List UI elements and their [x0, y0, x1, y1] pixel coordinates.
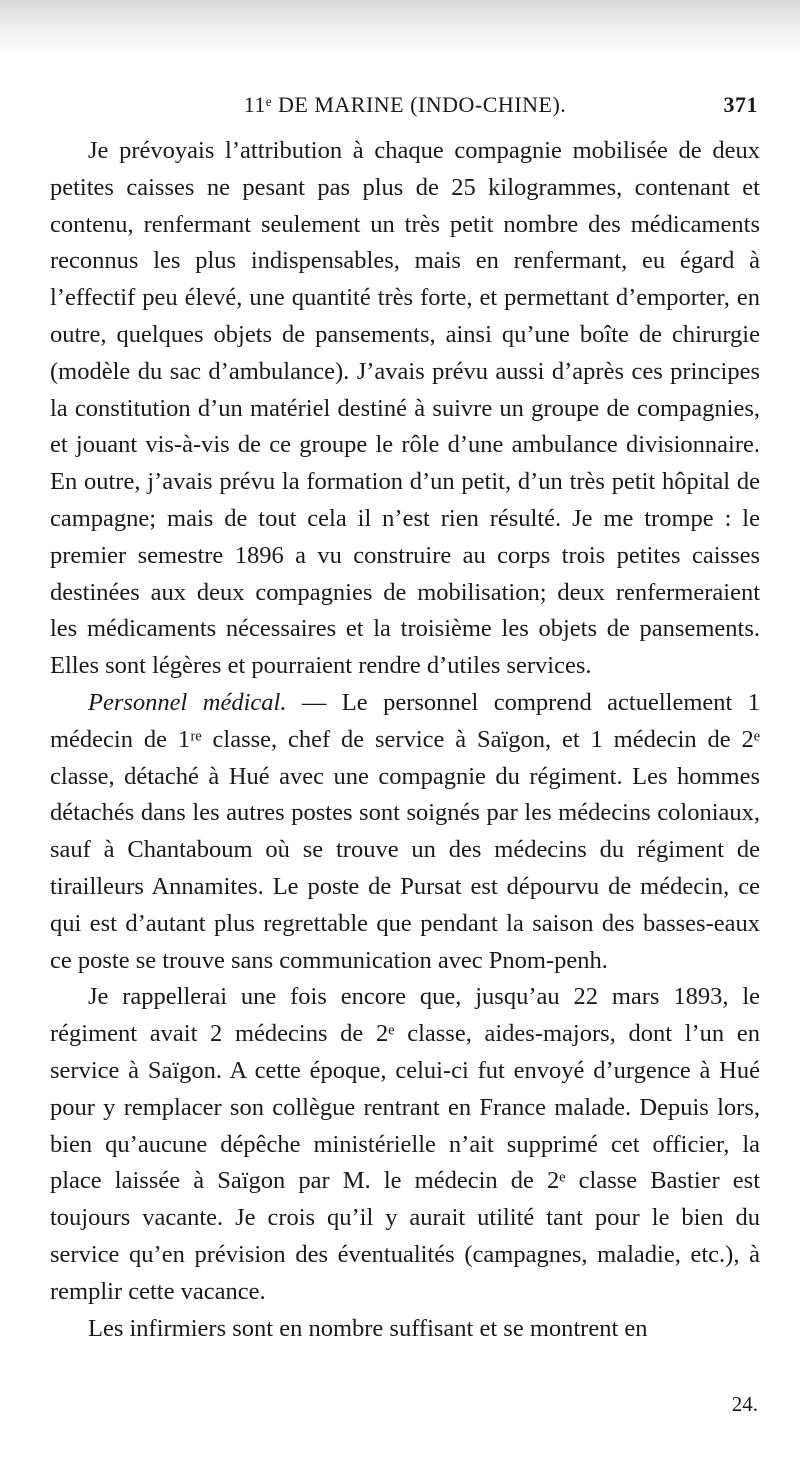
- paragraph-caisses: Je prévoyais l’attribution à chaque compagnie mobilisée de deux petites caisses ne pesant pas plus de 25 kilogrammes, contenant et contenu, renfermant seulement un très petit nombre des médicaments reconnus les plus indispensables, mais en renfermant, eu égard à l’effectif peu élevé, une quantité très forte, et permettant d’emporter, en outre, quelques objets de pansements, ainsi qu’une boîte de chirurgie (modèle du sac d’ambulance). J’avais prévu aussi d’après ces principes la constitution d’un matériel destiné à suivre un groupe de compagnies, et jouant vis-à-vis de ce groupe le rôle d’une ambulance divisionnaire. En outre, j’avais prévu la formation d’un petit, d’un très petit hôpital de campagne; mais de tout cela il n’est rien résulté. Je me trompe : le premier semestre 1896 a vu construire au corps trois petites caisses destinées aux deux compagnies de mobilisation; deux renfermeraient les médicaments nécessaires et la troisième les objets de pansements. Elles sont légères et pourraient rendre d’utiles services.: [50, 137, 760, 680]
- body-text: [50, 133, 760, 1347]
- paragraph-personnel-medical-text: — Le personnel comprend actuellement 1 médecin de 1ʳᵉ classe, chef de service à Saïgon, et 1 médecin de 2ᵉ classe, détaché à Hué avec une compagnie du régiment. Les hommes détachés dans les autres postes sont soignés par les médecins coloniaux, sauf à Chantaboum où se trouve un des médecins du régiment de tirailleurs Annamites. Le poste de Pursat est dépourvu de médecin, ce qui est d’autant plus regrettable que pendant la saison des basses-eaux ce poste se trouve sans communication avec Pnom-penh.: [50, 688, 760, 974]
- running-header: [50, 88, 760, 124]
- running-title: 11ᵉ DE MARINE (INDO-CHINE).: [243, 92, 567, 117]
- scan-top-edge: [0, 0, 800, 56]
- paragraph-personnel-medical: [50, 685, 760, 979]
- signature-mark: 24.: [731, 1392, 758, 1416]
- section-label-personnel-medical: Personnel médical.: [88, 688, 287, 716]
- paragraph-infirmiers: Les infirmiers sont en nombre suffisant et se montrent en: [88, 1314, 648, 1342]
- page-number: 371: [723, 92, 758, 117]
- paragraph-medecins-vacance: Je rappellerai une fois encore que, jusqu’au 22 mars 1893, le régiment avait 2 médecins de 2ᵉ classe, aides-majors, dont l’un en service à Saïgon. A cette époque, celui-ci fut envoyé d’urgence à Hué pour y remplacer son collègue rentrant en France malade. Depuis lors, bien qu’aucune dépêche ministérielle n’ait supprimé cet officier, la place laissée à Saïgon par M. le médecin de 2ᵉ classe Bastier est toujours vacante. Je crois qu’il y aurait utilité tant pour le bien du service qu’en prévision des éventualités (campagnes, maladie, etc.), à remplir cette vacance.: [50, 983, 760, 1305]
